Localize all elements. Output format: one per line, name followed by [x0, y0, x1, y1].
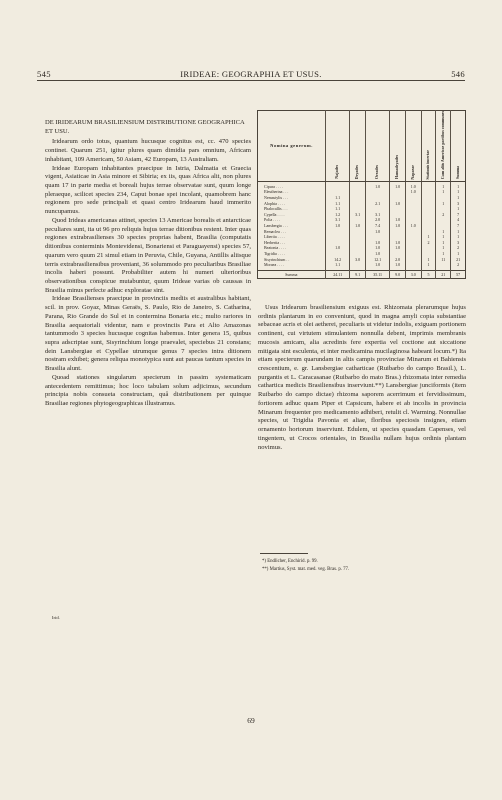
table-cell: 1: [421, 257, 436, 263]
genus-cell: Phalocallis . . .: [264, 206, 288, 212]
running-title: IRIDEAE: GEOGRAPHIA ET USUS.: [180, 69, 322, 79]
column-header: Cum aliis Americae partibus communes: [436, 111, 451, 182]
paragraph: Quod Irideas americanas attinet, species 13 Americae borealis et antarcticae peculiares sunt, ita ut 96 pro reliquis hujus terrae ditionibus restent. Inter quas regiones extrabrasilienses 30 species proprias habent, Brasilia (computatis ditionibus conterminis Montevidensi, Bonariensi et Paraguayensi) species 57, quarum vero quum 21 simul etiam in Peruvia, Chile, Guyana, Antillis aliisque terris extrabrasiliensibus proveniant, 36 solummodo pro peculiaribus Brasiliae incolis haberi possunt. Probabiliter autem hi numeri ulterioribus observationibus conspicue mutabuntur, quum Irideae varias ob caussas in Brasilia minus perfecte adhuc exploratae sint.: [45, 216, 251, 294]
summa-cell: 24.11: [326, 270, 350, 279]
table-cell: 1: [451, 251, 466, 257]
genus-cell: Libertia . . . .: [264, 234, 285, 240]
table-cell: 1.0: [365, 181, 389, 189]
table-cell: 1: [436, 189, 451, 195]
table-cell: [326, 181, 350, 189]
genus-cell: Tigridia . . . .: [264, 250, 285, 256]
genus-column-header: Nomina generum.: [258, 111, 326, 182]
footnote: **) Martius, Syst. mat. med. veg. Bras. p. 77.: [262, 567, 350, 572]
summa-cell: 35.11: [365, 270, 389, 279]
table-cell: [350, 262, 366, 270]
table-cell: 1.1: [326, 206, 350, 212]
table-cell: 2.1: [365, 201, 389, 207]
summa-row: [258, 270, 466, 279]
table-cell: 1.0: [390, 262, 406, 270]
table-cell: 1.0: [326, 245, 350, 251]
table-cell: 1.0: [365, 229, 389, 235]
table-cell: 2: [451, 245, 466, 251]
table-cell: 1: [451, 234, 466, 240]
column-header: Summa: [451, 111, 466, 182]
table-cell: 1.0: [365, 245, 389, 251]
table-cell: 3.1: [326, 217, 350, 223]
table-cell: 1.1: [326, 195, 350, 201]
table-cell: 1.0: [350, 223, 366, 229]
left-column: [45, 119, 251, 409]
table-cell: 1: [436, 234, 451, 240]
genus-cell: Cipura . . . .: [264, 183, 283, 189]
table-cell: 1: [451, 195, 466, 201]
table-cell: 1.0: [365, 240, 389, 246]
table-cell: 1: [436, 251, 451, 257]
column-header: Dryades: [350, 111, 366, 182]
table-cell: 3: [451, 240, 466, 246]
table-cell: 2: [436, 212, 451, 218]
table-cell: 1.0: [390, 245, 406, 251]
genus-cell: Polia . . . .: [264, 217, 281, 223]
table-cell: 11: [436, 257, 451, 263]
table-cell: 1.1: [326, 262, 350, 270]
table-cell: 14.2: [326, 257, 350, 263]
column-header: Napaeae: [405, 111, 421, 182]
table-cell: 1: [421, 262, 436, 270]
genus-cell: Eleutherina . . .: [264, 189, 289, 195]
table-cell: 3.0: [350, 257, 366, 263]
table-cell: 1: [451, 181, 466, 189]
table-cell: 1: [436, 245, 451, 251]
table-cell: 1.1: [326, 201, 350, 207]
footnote-rule: [260, 553, 308, 554]
paragraph: Iridearum ordo totus, quantum hucusque cognitus est, cc. 470 species continet. Quarum 251, igitur plures quam dimidia pars omnium, Africam inhabitant, 109 Americam, 50 Asiam, 42 Europam, 13 Australiam.: [45, 138, 251, 163]
table-cell: 7: [451, 223, 466, 229]
table-cell: 1.2: [326, 212, 350, 218]
genus-cell: Alophia . . . .: [264, 200, 285, 206]
footnote: *) Endlicher, Enchirid. p. 99.: [262, 559, 318, 564]
genus-cell: Sisyrinchium . .: [264, 256, 290, 262]
table-cell: 2.0: [365, 217, 389, 223]
table-row: [258, 262, 466, 270]
table-cell: 1.0: [390, 181, 406, 189]
section-title: DE IRIDEARUM BRASILIENSIUM DISTRIBUTIONE GEOGRAPHICA ET USU.: [45, 119, 245, 135]
summa-cell: 9.1: [350, 270, 366, 279]
summa-cell: 57: [451, 270, 466, 279]
table-cell: [350, 181, 366, 189]
genus-cell: Nemastylis . . .: [264, 195, 288, 200]
page-number-right: 546: [451, 69, 465, 79]
table-cell: 1: [451, 206, 466, 212]
table-cell: 7.4: [365, 223, 389, 229]
right-column: [258, 304, 466, 452]
table-cell: [421, 181, 436, 189]
table-header-row: [258, 111, 466, 182]
table-cell: 1: [436, 240, 451, 246]
column-header: Hamadryades: [390, 111, 406, 182]
table-cell: 1: [451, 229, 466, 235]
table-cell: 1: [436, 229, 451, 235]
table-cell: 1.0: [365, 251, 389, 257]
table-cell: 1: [436, 181, 451, 189]
table-cell: 4: [451, 217, 466, 223]
table-cell: 3: [451, 201, 466, 207]
table-cell: 2.0: [390, 257, 406, 263]
summa-cell: 9.0: [390, 270, 406, 279]
table-cell: 2: [451, 262, 466, 270]
genus-cell: Beatonia . . . .: [264, 245, 287, 251]
column-header: Oreades: [365, 111, 389, 182]
column-header: Najades: [326, 111, 350, 182]
paragraph: Irideae Europam inhabitantes praecipue in Istria, Dalmatia et Graecia vigent, Asiaticae in Asia minore et Sibiria; ex iis, quas Africa alit, non plures quam 17 in parte media et boreali hujus terrae observatae sunt, quum longe pleraeque, scilicet species 234, Caput bonae spei incolant, quamobrem hanc regionem pro sede principali et quasi centro Iridearum haud immerito nuncupamus.: [45, 164, 251, 216]
table-cell: 1.0: [390, 217, 406, 223]
page-number-left: 545: [37, 69, 51, 79]
summa-label: Summa: [258, 270, 326, 279]
table-cell: 3.1: [350, 212, 366, 218]
signature-mark: Irid.: [52, 615, 60, 620]
table-row: [258, 181, 466, 189]
table-cell: 2: [421, 240, 436, 246]
genus-cell: Moraea . . . .: [264, 262, 285, 268]
genus-cell: Cypella . . . .: [264, 211, 285, 217]
table-cell: 1.0: [326, 223, 350, 229]
table-cell: 1: [451, 189, 466, 195]
table-cell: [436, 262, 451, 270]
table-cell: 21: [451, 257, 466, 263]
table-cell: 1.0: [390, 201, 406, 207]
genus-cell: Herbertia . . .: [264, 239, 286, 245]
paragraph: Quoad stationes singularum specierum in passim systematicam antecedentem remittimus; hoc loco tabulam solum adjicimus, secundum principia nobis consueta constructam, quâ distributionem per quinque Brasiliae regiones phytogeographicas illustramus.: [45, 373, 251, 407]
table-cell: 1.0: [390, 240, 406, 246]
summa-cell: 5: [421, 270, 436, 279]
table-cell: 1.0: [405, 181, 421, 189]
table-cell: 1.0: [405, 189, 421, 195]
table-cell: 1.0: [390, 223, 406, 229]
genus-cell: Lansbergia . . .: [264, 222, 288, 228]
header-rule: [37, 80, 465, 81]
table-cell: [405, 262, 421, 270]
summa-cell: 3.0: [405, 270, 421, 279]
distribution-table: [257, 110, 466, 279]
table-cell: 1.0: [405, 223, 421, 229]
table-cell: 12.1: [365, 257, 389, 263]
genus-cell: Remaclea . . .: [264, 228, 286, 234]
folio-number: 69: [247, 716, 255, 725]
summa-cell: 21: [436, 270, 451, 279]
table-cell: 1: [436, 201, 451, 207]
table-cell: 1.0: [365, 262, 389, 270]
table-cell: 7: [451, 212, 466, 218]
column-header: Stationis incertae: [421, 111, 436, 182]
table-cell: 3.1: [365, 212, 389, 218]
table-cell: 1: [421, 234, 436, 240]
paragraph: Irideae Brasilienses praecipue in provinciis mediis et australibus habitant, scil. in prov. Goyaz, Minas Geraës, S. Paulo, Rio de Janeiro, S. Catharina, Parana, Rio Grande do Sul et in contermina Bonaria etc.; multo rariores in Brasilia aequatoriali videntur, nam e provinciis Para et Alto Amazonas tantummodo 3 species hucusque cognitas habemus. Inter genera 15, quibus supra adscriptae sunt, Sisyrinchium longe praevalet, speciebus 21 constans; dein Lansbergiae et Cypellae utrumque genus 7 species intra ditionem nostram exhibet; genera reliqua monotypica sunt aut paucas tantum species in Brasilia alunt.: [45, 295, 251, 373]
paragraph: Usus Iridearum brasiliensium exiguus est. Rhizomata plerarumque hujus ordinis plantarum in eo conveniunt, quod in magna amyli copia substantiae sebaceae acris et olei aetherei, peculiaris ut videtur indolis, exiguam portionem continent, cui virtutem stimulantem nonnulla debent, imprimis membranis mucosis amicam, alia acredinis fere expertia vel coctione aut siccatione mitigata sint esculenta, et inter medicamina mucilaginosa habeant locum.*) Ita etiam specierum quarundam in altis campis provinciae Minarum et Bahiensis crescentium, e. gr. Lansbergiae catharticae (Ruibarbo do campo Brasil.), L. purgantis et L. Caracasanae (Ruibarbo do mato Bras.) rhizomata inter remedia cathartica medicis Brasiliensibus inserviunt.**) Lansbergiae junciformis (item Ruibarbo do campo dictae) rhizoma saporem acerrimum et fervidissimum, fortiorem adhuc quam Piper et Capsicum, habere et ab incolis in provincia Minarum frequenter pro medicamento adhiberi, retulit cl. Warming. Nonnullae species, ut Trigidia Pavonia et aliae, floribus speciosis insignes, etiam ornamento hortorum inserviunt. Edulem, ut species quasdam Capenses, vel tingentem, ut Crocos orientales, in Brasilia nullam hujus ordinis plantam novimus.: [258, 304, 466, 451]
